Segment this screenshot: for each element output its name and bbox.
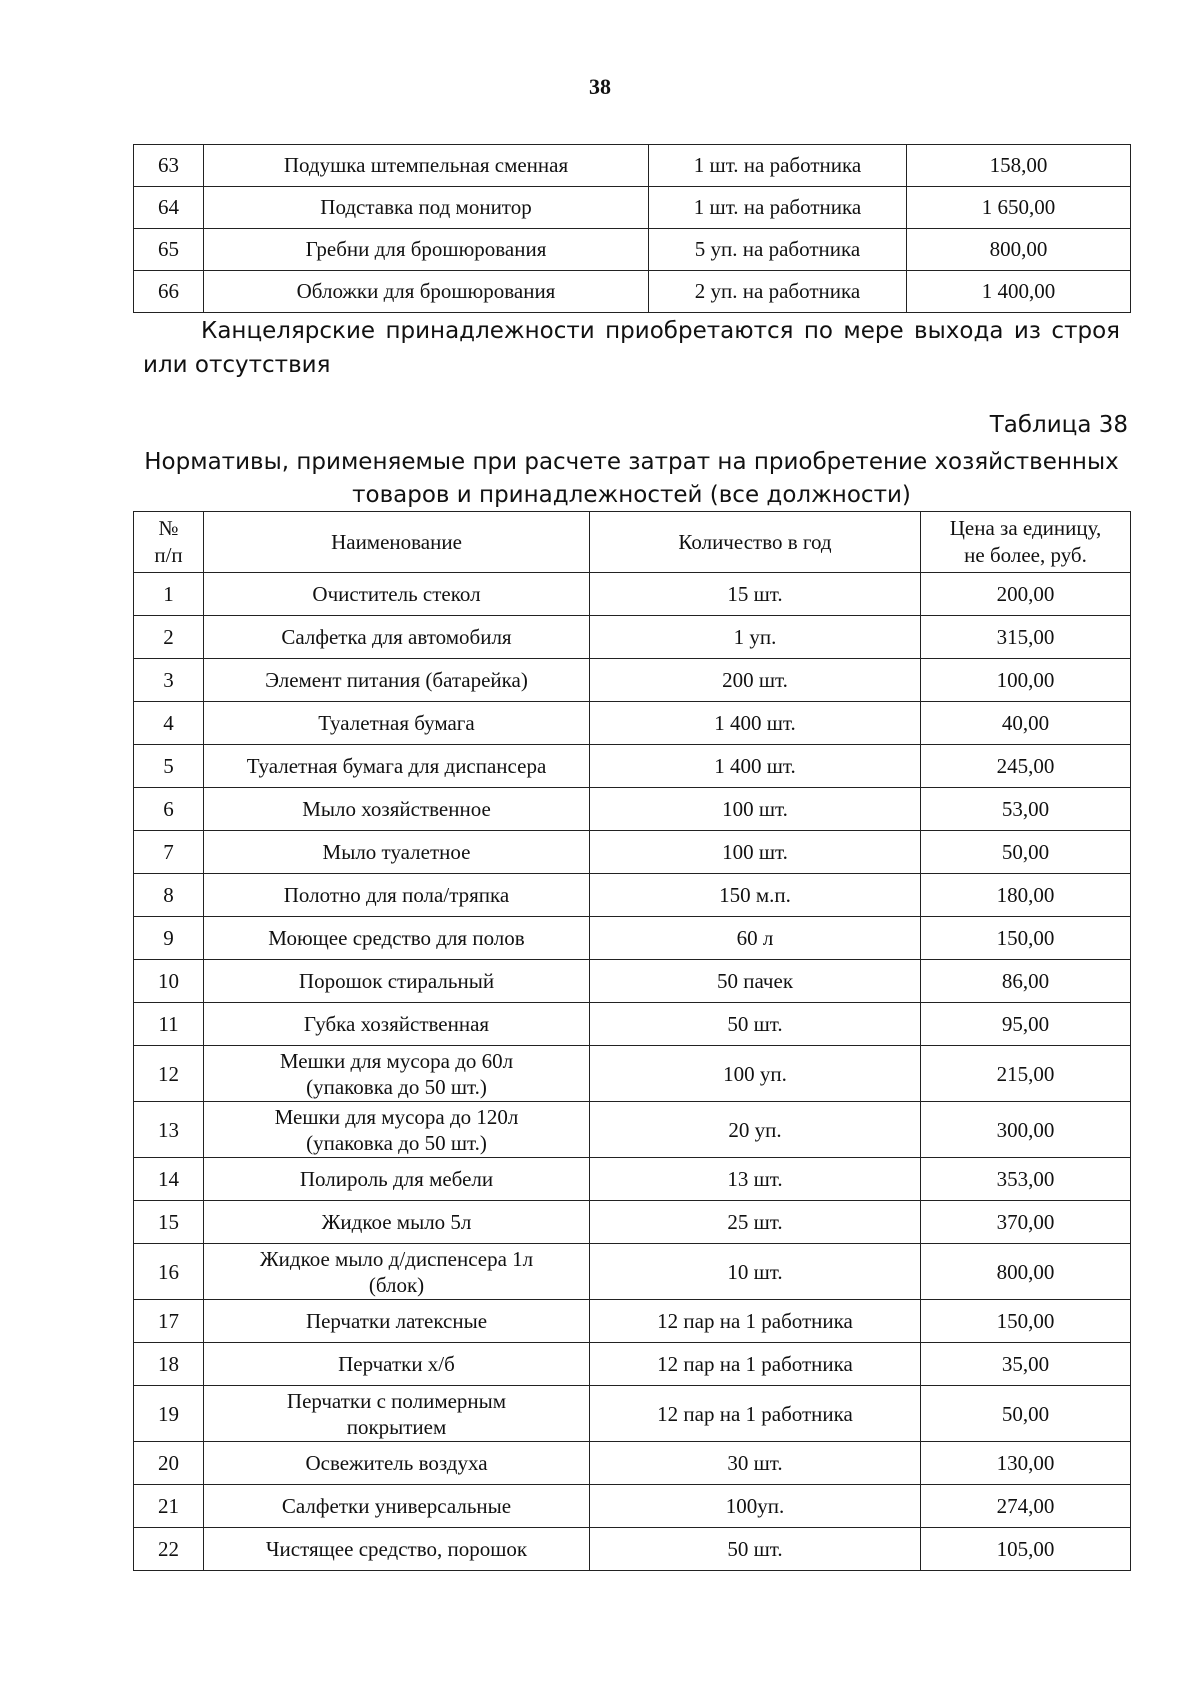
- item-quantity: 50 пачек: [590, 960, 921, 1003]
- table-row: [134, 1201, 1131, 1244]
- item-quantity: 13 шт.: [590, 1158, 921, 1201]
- item-price: 35,00: [921, 1343, 1131, 1386]
- table-row: [134, 1244, 1131, 1300]
- household-goods-norms-table: [133, 511, 1131, 1571]
- item-price: 1 400,00: [907, 271, 1131, 313]
- item-quantity: 100 шт.: [590, 788, 921, 831]
- table-row: [134, 573, 1131, 616]
- item-name: [204, 1201, 590, 1244]
- row-number: 18: [134, 1343, 204, 1386]
- item-price: 353,00: [921, 1158, 1131, 1201]
- table-row: [134, 271, 1131, 313]
- row-number: 9: [134, 917, 204, 960]
- item-quantity: 10 шт.: [590, 1244, 921, 1300]
- item-name: [204, 1300, 590, 1343]
- item-name: Подушка штемпельная сменная: [204, 145, 649, 187]
- item-name: [204, 1485, 590, 1528]
- table-row: [134, 1343, 1131, 1386]
- item-name-line1: Мешки для мусора до 120л: [274, 1104, 519, 1129]
- item-price: 800,00: [921, 1244, 1131, 1300]
- stationery-note: Канцелярские принадлежности приобретаются по мере выхода из строя или отсутствия: [143, 318, 1120, 378]
- row-number: 1: [134, 573, 204, 616]
- row-number: 65: [134, 229, 204, 271]
- item-price: 158,00: [907, 145, 1131, 187]
- item-name: Гребни для брошюрования: [204, 229, 649, 271]
- item-price: 50,00: [921, 831, 1131, 874]
- item-name-line1: Моющее средство для полов: [268, 926, 525, 950]
- header-price: [921, 512, 1131, 573]
- header-num-line1: №: [158, 516, 179, 540]
- table-row: [134, 1003, 1131, 1046]
- table-row: [134, 1046, 1131, 1102]
- row-number: 12: [134, 1046, 204, 1102]
- table-row: [134, 616, 1131, 659]
- table-row: [134, 745, 1131, 788]
- item-price: 800,00: [907, 229, 1131, 271]
- table-row: [134, 702, 1131, 745]
- item-quantity: 100уп.: [590, 1485, 921, 1528]
- row-number: 21: [134, 1485, 204, 1528]
- item-name-line1: Туалетная бумага для диспансера: [246, 754, 547, 778]
- table-row: [134, 917, 1131, 960]
- item-quantity: 12 пар на 1 работника: [590, 1300, 921, 1343]
- item-name-line2: (упаковка до 50 шт.): [306, 1074, 487, 1099]
- item-quantity: 20 уп.: [590, 1102, 921, 1158]
- item-name-line1: Туалетная бумага: [318, 711, 475, 735]
- item-price: 105,00: [921, 1528, 1131, 1571]
- item-price: 370,00: [921, 1201, 1131, 1244]
- item-name: [204, 573, 590, 616]
- item-name: [204, 1343, 590, 1386]
- item-quantity: 25 шт.: [590, 1201, 921, 1244]
- table-row: [134, 659, 1131, 702]
- item-price: 315,00: [921, 616, 1131, 659]
- item-name: Обложки для брошюрования: [204, 271, 649, 313]
- table-row: [134, 1485, 1131, 1528]
- header-num: [134, 512, 204, 573]
- table-row: [134, 1528, 1131, 1571]
- item-name: [204, 1386, 590, 1442]
- row-number: 3: [134, 659, 204, 702]
- item-name-line1: Губка хозяйственная: [303, 1012, 490, 1036]
- item-name: [204, 659, 590, 702]
- item-name: [204, 788, 590, 831]
- item-name-line1: Порошок стиральный: [298, 969, 495, 993]
- table-row: [134, 187, 1131, 229]
- table-row: [134, 1386, 1131, 1442]
- header-price-line2: не более, руб.: [964, 543, 1087, 567]
- item-name-line1: Перчатки х/б: [338, 1352, 455, 1376]
- row-number: 20: [134, 1442, 204, 1485]
- header-qty: Количество в год: [590, 512, 921, 573]
- item-name: [204, 745, 590, 788]
- table-title-line1: Нормативы, применяемые при расчете затрат на приобретение хозяйственных: [144, 449, 1119, 475]
- item-name-line1: Салфетка для автомобиля: [281, 625, 512, 649]
- item-quantity: 60 л: [590, 917, 921, 960]
- row-number: 63: [134, 145, 204, 187]
- table-row: [134, 229, 1131, 271]
- item-price: 95,00: [921, 1003, 1131, 1046]
- item-price: 130,00: [921, 1442, 1131, 1485]
- item-name-line1: Перчатки с полимерным: [286, 1388, 507, 1413]
- item-name-line1: Чистящее средство, порошок: [265, 1537, 528, 1561]
- table-row: [134, 788, 1131, 831]
- row-number: 8: [134, 874, 204, 917]
- item-name-line2: покрытием: [346, 1414, 447, 1439]
- item-price: 150,00: [921, 917, 1131, 960]
- item-name: [204, 1003, 590, 1046]
- item-quantity: 12 пар на 1 работника: [590, 1343, 921, 1386]
- table-row: [134, 1442, 1131, 1485]
- header-name: Наименование: [204, 512, 590, 573]
- item-name: [204, 616, 590, 659]
- table-title-line2: товаров и принадлежностей (все должности): [352, 482, 911, 508]
- table-row: [134, 1102, 1131, 1158]
- item-price: 200,00: [921, 573, 1131, 616]
- item-name: [204, 1102, 590, 1158]
- row-number: 13: [134, 1102, 204, 1158]
- item-name: [204, 831, 590, 874]
- row-number: 2: [134, 616, 204, 659]
- item-name-line1: Жидкое мыло д/диспенсера 1л: [259, 1246, 534, 1271]
- item-quantity: 30 шт.: [590, 1442, 921, 1485]
- item-price: 100,00: [921, 659, 1131, 702]
- item-quantity: 1 уп.: [590, 616, 921, 659]
- header-price-line1: Цена за единицу,: [949, 516, 1102, 540]
- row-number: 4: [134, 702, 204, 745]
- item-name-line1: Очиститель стекол: [312, 582, 481, 606]
- item-price: 180,00: [921, 874, 1131, 917]
- item-name: [204, 917, 590, 960]
- row-number: 14: [134, 1158, 204, 1201]
- item-quantity: 200 шт.: [590, 659, 921, 702]
- item-name-line1: Мыло туалетное: [322, 840, 471, 864]
- item-quantity: 100 уп.: [590, 1046, 921, 1102]
- item-quantity: 100 шт.: [590, 831, 921, 874]
- item-name: [204, 1442, 590, 1485]
- item-name-line1: Мыло хозяйственное: [302, 797, 491, 821]
- item-quantity: 50 шт.: [590, 1528, 921, 1571]
- item-price: 215,00: [921, 1046, 1131, 1102]
- item-name: [204, 960, 590, 1003]
- row-number: 7: [134, 831, 204, 874]
- item-quantity: 1 400 шт.: [590, 745, 921, 788]
- table-row: [134, 1158, 1131, 1201]
- item-quantity: 1 шт. на работника: [649, 145, 907, 187]
- item-quantity: 1 400 шт.: [590, 702, 921, 745]
- item-name-line1: Освежитель воздуха: [305, 1451, 488, 1475]
- item-price: 245,00: [921, 745, 1131, 788]
- item-name-line1: Мешки для мусора до 60л: [279, 1048, 514, 1073]
- item-quantity: 5 уп. на работника: [649, 229, 907, 271]
- item-price: 53,00: [921, 788, 1131, 831]
- item-price: 300,00: [921, 1102, 1131, 1158]
- page-number: 38: [589, 74, 611, 99]
- item-quantity: 1 шт. на работника: [649, 187, 907, 229]
- row-number: 17: [134, 1300, 204, 1343]
- row-number: 16: [134, 1244, 204, 1300]
- table-label: Таблица 38: [989, 412, 1128, 438]
- row-number: 66: [134, 271, 204, 313]
- item-price: 50,00: [921, 1386, 1131, 1442]
- item-name-line1: Элемент питания (батарейка): [265, 668, 528, 692]
- row-number: 22: [134, 1528, 204, 1571]
- item-price: 150,00: [921, 1300, 1131, 1343]
- item-quantity: 2 уп. на работника: [649, 271, 907, 313]
- table-row: [134, 1300, 1131, 1343]
- item-price: 274,00: [921, 1485, 1131, 1528]
- item-quantity: 150 м.п.: [590, 874, 921, 917]
- item-name-line1: Салфетки универсальные: [281, 1494, 512, 1518]
- item-name-line1: Жидкое мыло 5л: [321, 1210, 472, 1234]
- item-name: [204, 1158, 590, 1201]
- table-header-row: [134, 512, 1131, 573]
- item-quantity: 12 пар на 1 работника: [590, 1386, 921, 1442]
- row-number: 64: [134, 187, 204, 229]
- table-row: [134, 874, 1131, 917]
- table-title: [133, 446, 1130, 512]
- item-name: Подставка под монитор: [204, 187, 649, 229]
- item-name-line1: Полироль для мебели: [299, 1167, 494, 1191]
- item-price: 86,00: [921, 960, 1131, 1003]
- item-name-line1: Перчатки латексные: [305, 1309, 488, 1333]
- item-name: [204, 1528, 590, 1571]
- item-quantity: 15 шт.: [590, 573, 921, 616]
- row-number: 6: [134, 788, 204, 831]
- item-price: 1 650,00: [907, 187, 1131, 229]
- row-number: 11: [134, 1003, 204, 1046]
- item-name: [204, 874, 590, 917]
- row-number: 19: [134, 1386, 204, 1442]
- previous-table-continuation: [133, 144, 1131, 313]
- item-name-line2: (упаковка до 50 шт.): [306, 1130, 487, 1155]
- item-price: 40,00: [921, 702, 1131, 745]
- row-number: 15: [134, 1201, 204, 1244]
- table-row: [134, 960, 1131, 1003]
- table-row: [134, 831, 1131, 874]
- row-number: 5: [134, 745, 204, 788]
- item-name: [204, 1046, 590, 1102]
- item-name-line2: (блок): [368, 1272, 425, 1297]
- row-number: 10: [134, 960, 204, 1003]
- item-quantity: 50 шт.: [590, 1003, 921, 1046]
- item-name-line1: Полотно для пола/тряпка: [283, 883, 510, 907]
- header-num-line2: п/п: [154, 543, 183, 567]
- table-row: [134, 145, 1131, 187]
- item-name: [204, 1244, 590, 1300]
- item-name: [204, 702, 590, 745]
